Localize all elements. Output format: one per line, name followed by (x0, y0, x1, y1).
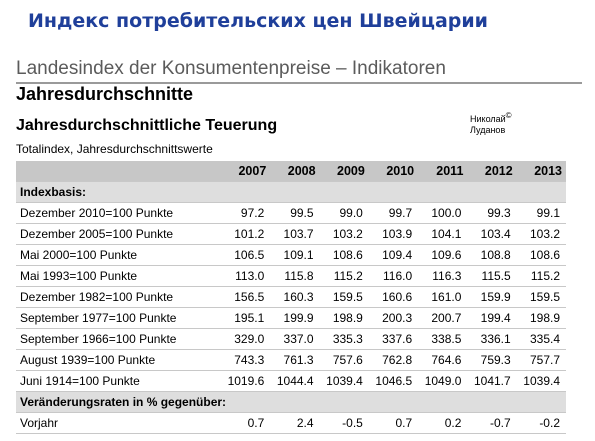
author-first-name: Николай (470, 114, 506, 124)
value-cell: 161.0 (418, 287, 467, 308)
author-last-name: Луданов (470, 125, 506, 135)
value-cell: 115.8 (270, 266, 319, 287)
table-row (16, 350, 566, 371)
year-header: 2012 (467, 161, 516, 182)
banner-title: Индекс потребительских цен Швейцарии (28, 10, 488, 32)
value-cell: 103.9 (369, 224, 418, 245)
group-row-changes (16, 392, 566, 413)
value-cell: 761.3 (270, 350, 319, 371)
table-note: Totalindex, Jahresdurchschnittswerte (16, 142, 213, 156)
value-cell: 338.5 (418, 329, 467, 350)
table-row (16, 308, 566, 329)
cpi-table (16, 161, 566, 434)
row-label: Vorjahr (16, 413, 221, 434)
value-cell: 115.2 (320, 266, 369, 287)
table-row (16, 266, 566, 287)
value-cell: 103.4 (467, 224, 516, 245)
value-cell: 0.7 (369, 413, 418, 434)
author-mark (470, 110, 512, 136)
group-label: Veränderungsraten in % gegenüber: (16, 392, 566, 413)
value-cell: 160.3 (270, 287, 319, 308)
value-cell: 115.2 (517, 266, 566, 287)
value-cell: 160.6 (369, 287, 418, 308)
value-cell: 199.9 (270, 308, 319, 329)
value-cell: 99.5 (270, 203, 319, 224)
value-cell: 109.6 (418, 245, 467, 266)
table-row (16, 413, 566, 434)
value-cell: 200.3 (369, 308, 418, 329)
value-cell: 115.5 (467, 266, 516, 287)
value-cell: 106.5 (221, 245, 270, 266)
year-header: 2013 (517, 161, 566, 182)
year-header: 2008 (270, 161, 319, 182)
value-cell: 0.2 (418, 413, 467, 434)
value-cell: 97.2 (221, 203, 270, 224)
value-cell: 335.4 (517, 329, 566, 350)
value-cell: 335.3 (320, 329, 369, 350)
value-cell: -0.2 (517, 413, 566, 434)
value-cell: 743.3 (221, 350, 270, 371)
value-cell: 113.0 (221, 266, 270, 287)
value-cell: 0.7 (221, 413, 270, 434)
value-cell: 159.5 (517, 287, 566, 308)
value-cell: 198.9 (320, 308, 369, 329)
table-row (16, 203, 566, 224)
value-cell: 757.6 (320, 350, 369, 371)
row-label: Dezember 2010=100 Punkte (16, 203, 221, 224)
value-cell: 199.4 (467, 308, 516, 329)
value-cell: 109.1 (270, 245, 319, 266)
value-cell: 108.6 (517, 245, 566, 266)
row-label: September 1966=100 Punkte (16, 329, 221, 350)
value-cell: 104.1 (418, 224, 467, 245)
row-label: Juni 1914=100 Punkte (16, 371, 221, 392)
value-cell: 1046.5 (369, 371, 418, 392)
value-cell: 329.0 (221, 329, 270, 350)
value-cell: 103.2 (320, 224, 369, 245)
value-cell: 337.0 (270, 329, 319, 350)
row-label: August 1939=100 Punkte (16, 350, 221, 371)
row-label: Mai 2000=100 Punkte (16, 245, 221, 266)
table-row (16, 245, 566, 266)
row-label: Dezember 1982=100 Punkte (16, 287, 221, 308)
value-cell: 1049.0 (418, 371, 467, 392)
value-cell: 103.2 (517, 224, 566, 245)
year-header: 2009 (320, 161, 369, 182)
header-corner (16, 161, 221, 182)
year-header: 2011 (418, 161, 467, 182)
value-cell: 159.9 (467, 287, 516, 308)
year-header-row (16, 161, 566, 182)
value-cell: 100.0 (418, 203, 467, 224)
value-cell: 156.5 (221, 287, 270, 308)
value-cell: 108.6 (320, 245, 369, 266)
group-label: Indexbasis: (16, 182, 566, 203)
value-cell: 99.0 (320, 203, 369, 224)
year-header: 2010 (369, 161, 418, 182)
value-cell: 101.2 (221, 224, 270, 245)
table-row (16, 224, 566, 245)
value-cell: 1044.4 (270, 371, 319, 392)
value-cell: 99.7 (369, 203, 418, 224)
value-cell: 99.1 (517, 203, 566, 224)
value-cell: 99.3 (467, 203, 516, 224)
table-row (16, 287, 566, 308)
value-cell: -0.5 (320, 413, 369, 434)
value-cell: 336.1 (467, 329, 516, 350)
row-label: Mai 1993=100 Punkte (16, 266, 221, 287)
value-cell: 159.5 (320, 287, 369, 308)
value-cell: 757.7 (517, 350, 566, 371)
value-cell: 2.4 (270, 413, 319, 434)
table-row (16, 329, 566, 350)
page-headline: Landesindex der Konsumentenpreise – Indikatoren (16, 58, 446, 79)
value-cell: 198.9 (517, 308, 566, 329)
value-cell: 759.3 (467, 350, 516, 371)
value-cell: 1039.4 (320, 371, 369, 392)
row-label: September 1977=100 Punkte (16, 308, 221, 329)
value-cell: 762.8 (369, 350, 418, 371)
value-cell: 200.7 (418, 308, 467, 329)
group-row-indexbasis (16, 182, 566, 203)
value-cell: -0.7 (467, 413, 516, 434)
value-cell: 1019.6 (221, 371, 270, 392)
value-cell: 195.1 (221, 308, 270, 329)
value-cell: 1041.7 (467, 371, 516, 392)
value-cell: 109.4 (369, 245, 418, 266)
section-title: Jahresdurchschnittliche Teuerung (16, 117, 278, 134)
year-header: 2007 (221, 161, 270, 182)
page-subtitle: Jahresdurchschnitte (16, 84, 194, 104)
value-cell: 764.6 (418, 350, 467, 371)
value-cell: 1039.4 (517, 371, 566, 392)
value-cell: 337.6 (369, 329, 418, 350)
copyright-mark: © (505, 111, 512, 120)
value-cell: 108.8 (467, 245, 516, 266)
value-cell: 103.7 (270, 224, 319, 245)
row-label: Dezember 2005=100 Punkte (16, 224, 221, 245)
value-cell: 116.0 (369, 266, 418, 287)
value-cell: 116.3 (418, 266, 467, 287)
table-row (16, 371, 566, 392)
